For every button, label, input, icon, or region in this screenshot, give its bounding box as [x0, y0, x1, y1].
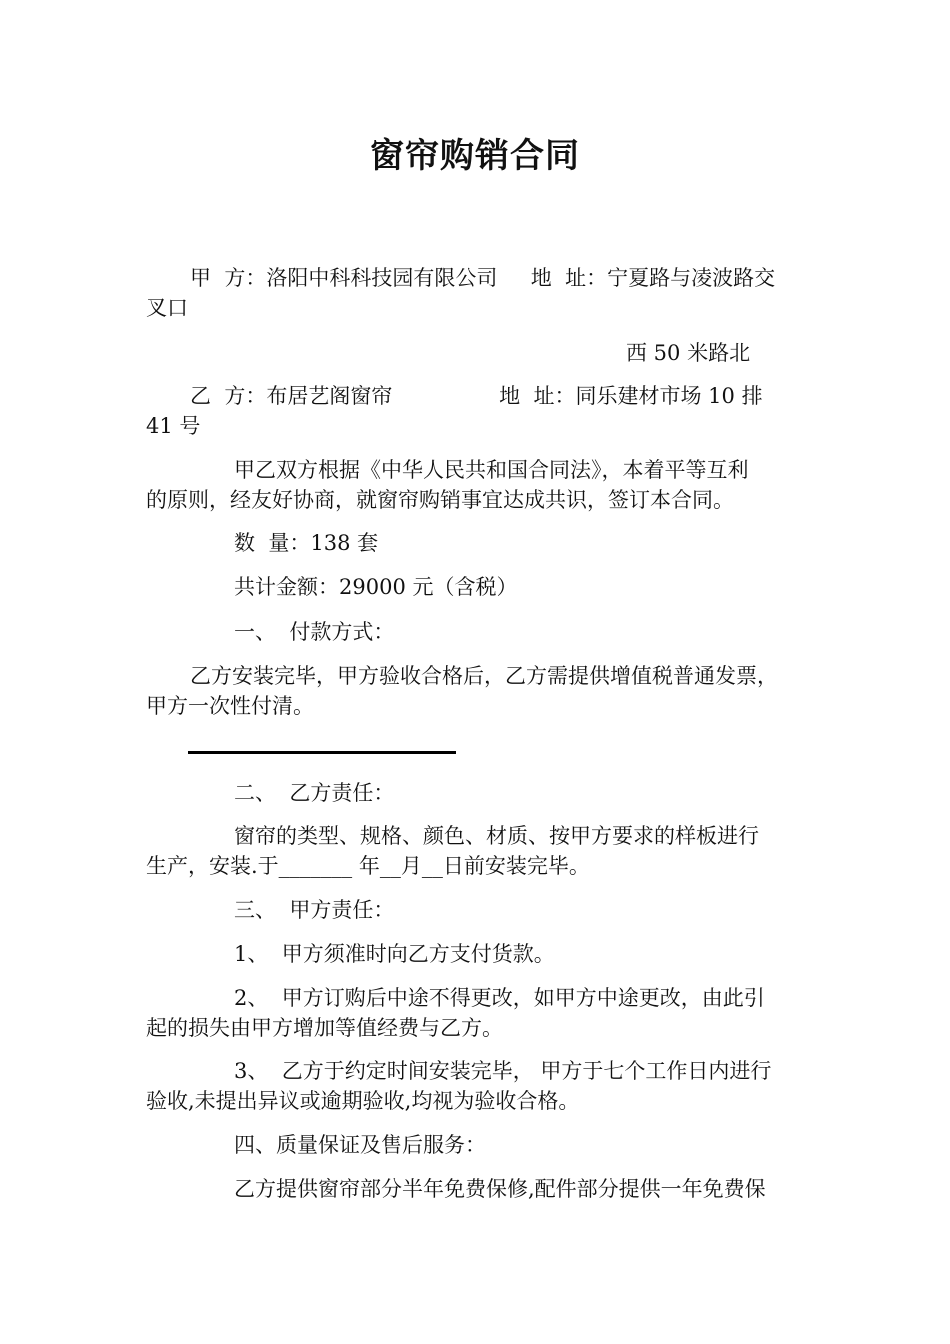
party-b-line-2: 41 号 — [146, 414, 201, 438]
section-3-item-2-line-2: 起的损失由甲方增加等值经费与乙方。 — [146, 1016, 503, 1040]
section-3-item-1: 1、 甲方须准时向乙方支付货款。 — [234, 942, 555, 966]
section-1-line-2: 甲方一次性付清。 — [146, 694, 314, 718]
section-4-heading: 四、质量保证及售后服务： — [234, 1133, 486, 1157]
section-2-line-2: 生产，安装.于_______ 年__月__日前安装完毕。 — [146, 854, 590, 878]
section-1-line-1: 乙方安装完毕，甲方验收合格后，乙方需提供增值税普通发票， — [190, 664, 778, 688]
section-4-line-1: 乙方提供窗帘部分半年免费保修,配件部分提供一年免费保 — [234, 1177, 766, 1201]
quantity-line: 数 量：138 套 — [234, 531, 379, 555]
party-a-line-2: 叉口 — [146, 296, 188, 320]
section-2-line-1: 窗帘的类型、规格、颜色、材质、按甲方要求的样板进行 — [234, 824, 759, 848]
horizontal-rule — [188, 751, 456, 754]
section-2-heading: 二、 乙方责任： — [234, 781, 395, 805]
party-a-line-3: 西 50 米路北 — [626, 341, 751, 365]
party-a-line-1: 甲 方：洛阳中科科技园有限公司 地 址：宁夏路与凌波路交 — [190, 266, 776, 290]
total-amount-line: 共计金额：29000 元（含税） — [234, 575, 518, 599]
intro-line-1: 甲乙双方根据《中华人民共和国合同法》，本着平等互利 — [234, 458, 749, 482]
intro-line-2: 的原则，经友好协商，就窗帘购销事宜达成共识，签订本合同。 — [146, 488, 734, 512]
section-3-item-3-line-1: 3、 乙方于约定时间安装完毕， 甲方于七个工作日内进行 — [234, 1059, 772, 1083]
section-1-heading: 一、 付款方式： — [234, 620, 395, 644]
section-3-item-3-line-2: 验收,未提出异议或逾期验收,均视为验收合格。 — [146, 1089, 580, 1113]
party-b-line-1: 乙 方：布居艺阁窗帘 地 址：同乐建材市场 10 排 — [190, 384, 763, 408]
document-title: 窗帘购销合同 — [370, 136, 580, 176]
section-3-heading: 三、 甲方责任： — [234, 898, 395, 922]
section-3-item-2-line-1: 2、 甲方订购后中途不得更改，如甲方中途更改，由此引 — [234, 986, 765, 1010]
